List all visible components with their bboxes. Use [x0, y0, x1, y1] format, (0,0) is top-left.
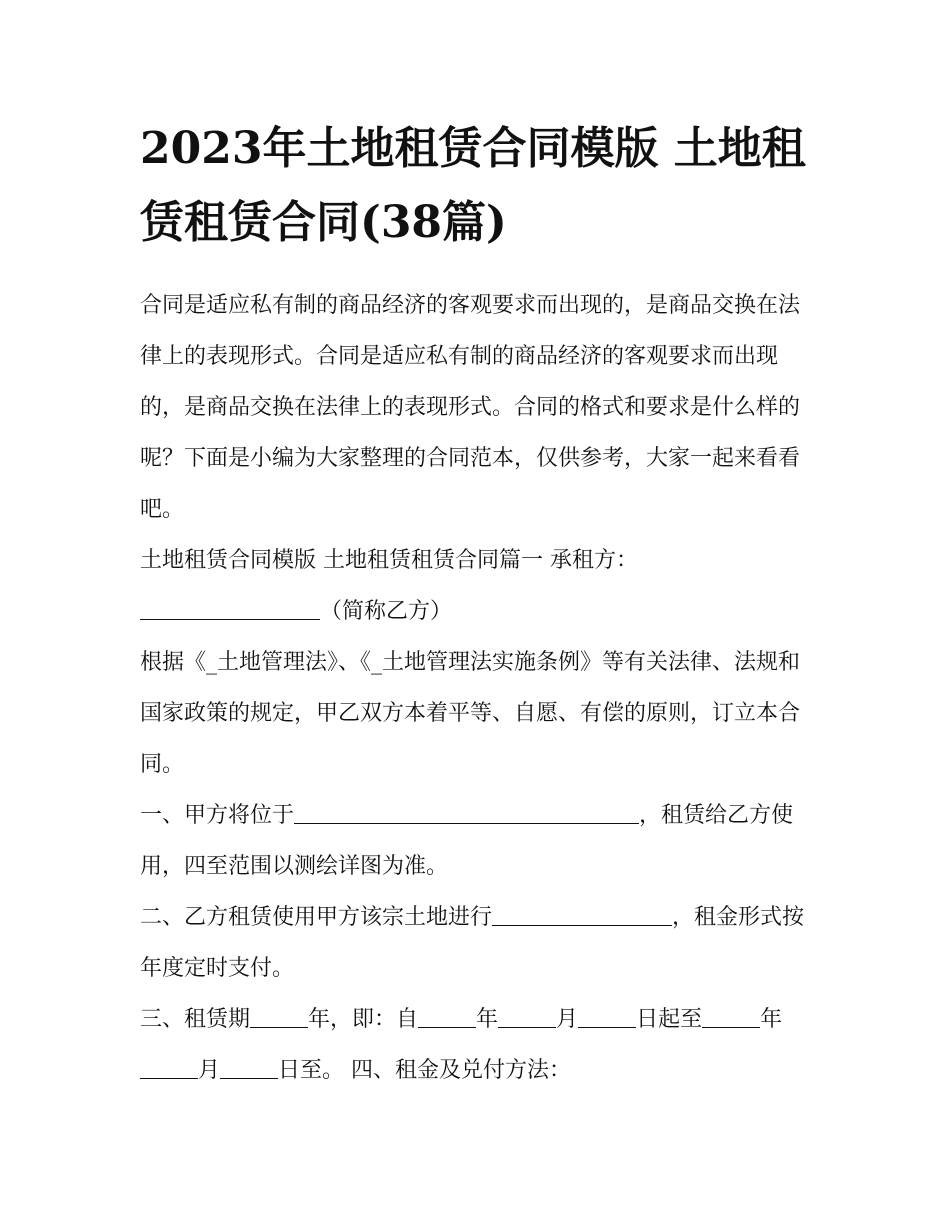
clause-2-prefix: 二、乙方租赁使用甲方该宗土地进行	[140, 905, 493, 930]
land-location-blank	[294, 800, 639, 824]
end-month-blank	[140, 1055, 198, 1079]
clause-2	[140, 892, 820, 994]
contract-heading: 土地租赁合同模版 土地租赁租赁合同篇一 承租方：	[140, 548, 638, 573]
clause-3	[140, 994, 820, 1096]
clause-3-part-2: 年，即：自	[308, 1007, 419, 1032]
intro-paragraph: 合同是适应私有制的商品经济的客观要求而出现的，是商品交换在法律上的表现形式。合同是适应私有制的商品经济的客观要求而出现的，是商品交换在法律上的表现形式。合同的格式和要求是什么样的呢？下面是小编为大家整理的合同范本，仅供参考，大家一起来看看吧。	[140, 293, 801, 522]
lessee-name-blank	[140, 596, 320, 620]
party-b-line	[140, 586, 820, 637]
lease-years-blank	[250, 1004, 308, 1028]
start-month-blank	[498, 1004, 556, 1028]
party-b-suffix: （简称乙方）	[320, 599, 453, 624]
clause-1	[140, 790, 820, 892]
clause-3-part-4: 月	[556, 1007, 579, 1032]
clause-3-part-1: 三、租赁期	[140, 1007, 251, 1032]
clause-1-prefix: 一、甲方将位于	[140, 803, 295, 828]
document-page	[140, 112, 820, 1096]
clause-3-part-5: 日起至	[636, 1007, 703, 1032]
legal-basis-paragraph: 根据《_土地管理法》、《_土地管理法实施条例》等有关法律、法规和国家政策的规定，甲乙双方本着平等、自愿、有偿的原则，订立本合同。	[140, 650, 801, 777]
clause-2-suffix: ，租金形式按年度定时支付。	[140, 905, 805, 981]
start-year-blank	[418, 1004, 476, 1028]
end-year-blank	[702, 1004, 760, 1028]
clause-3-part-3: 年	[476, 1007, 499, 1032]
start-day-blank	[578, 1004, 636, 1028]
land-use-blank	[492, 902, 672, 926]
end-day-blank	[220, 1055, 278, 1079]
clause-3-part-6: 年	[760, 1007, 783, 1032]
clause-1-suffix: ，租赁给乙方使用，四至范围以测绘详图为准。	[140, 803, 794, 879]
clause-3-part-7: 月	[198, 1058, 221, 1083]
document-title: 2023年土地租赁合同模版 土地租赁租赁合同(38篇)	[140, 123, 806, 248]
clause-3-part-8: 日至。 四、租金及兑付方法：	[278, 1058, 572, 1083]
